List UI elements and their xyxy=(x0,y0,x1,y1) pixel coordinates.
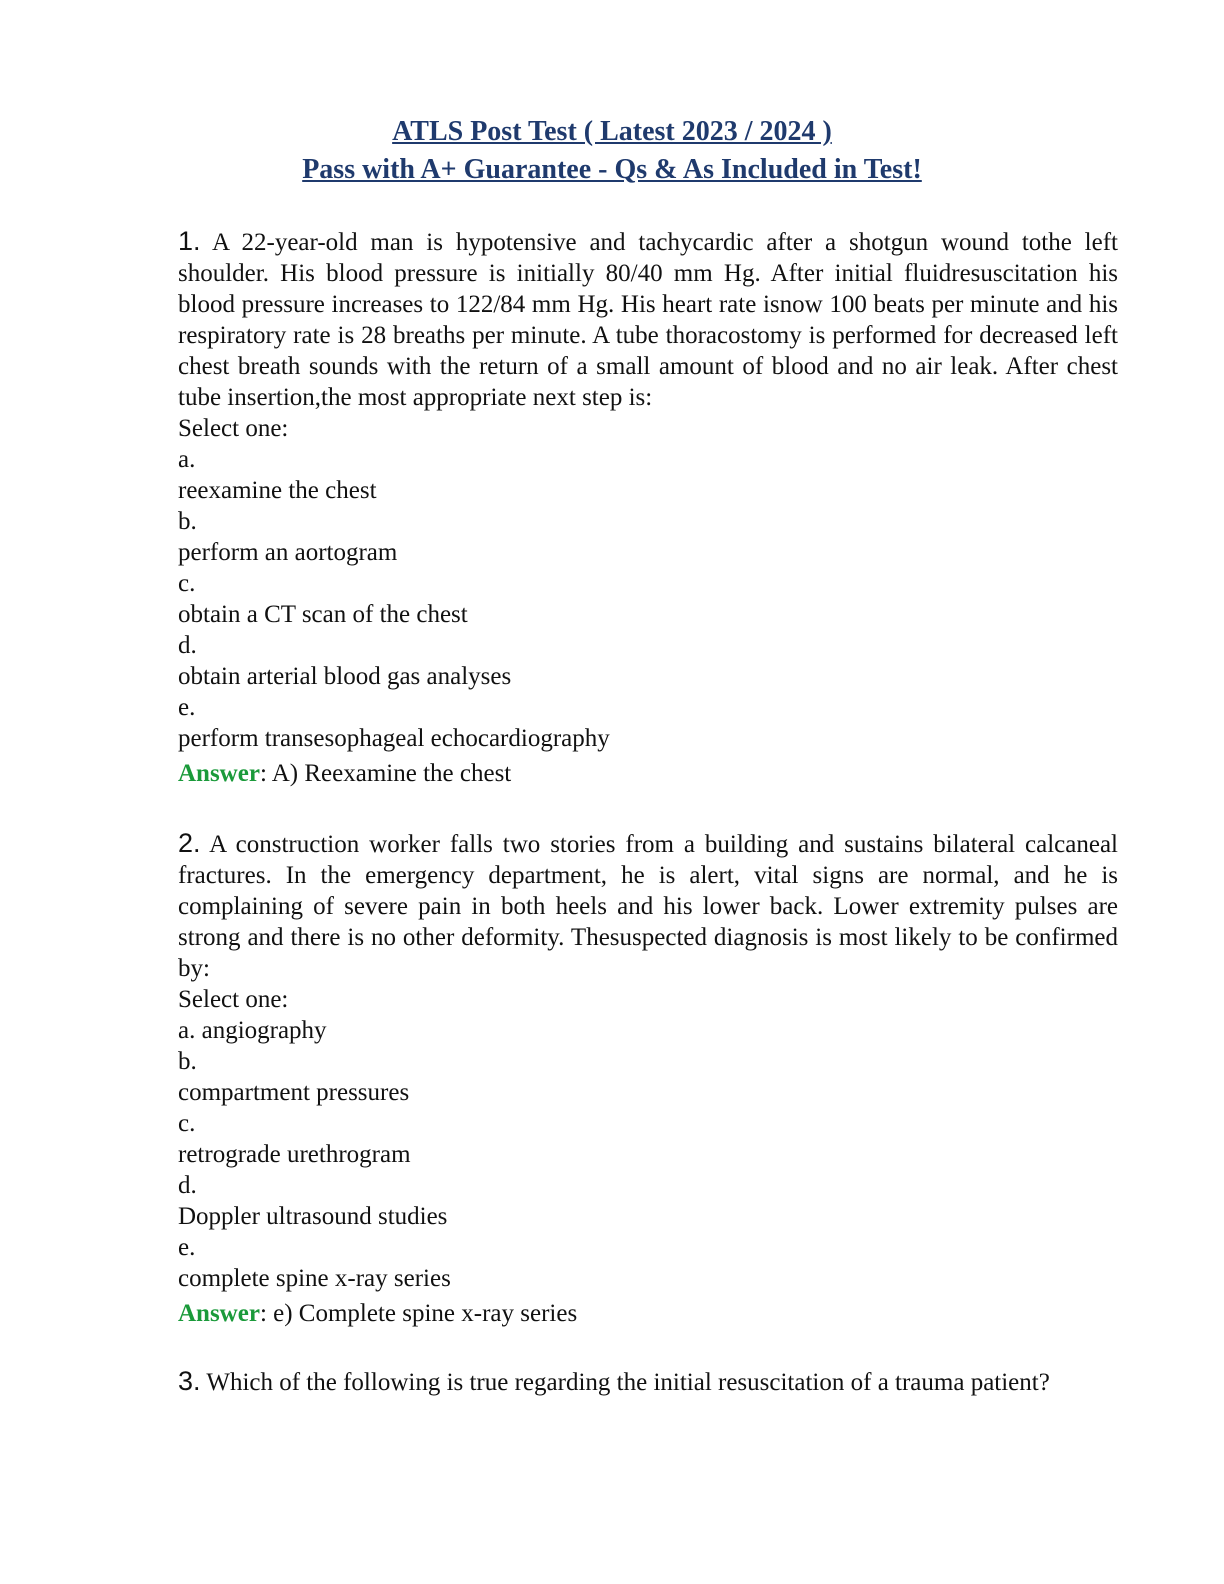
answer xyxy=(178,758,1118,789)
option-text: perform transesophageal echocardiography xyxy=(178,725,610,752)
question-number: 2. xyxy=(178,828,201,858)
option-inline: a. angiography xyxy=(178,1017,327,1044)
option-letter: c. xyxy=(178,1110,196,1137)
answer-text: : e) Complete spine x-ray series xyxy=(259,1300,578,1327)
question-stem xyxy=(178,828,1118,984)
option-letter: d. xyxy=(178,1172,197,1199)
answer xyxy=(178,1298,1118,1329)
option-letter: e. xyxy=(178,694,196,721)
question-2 xyxy=(178,828,1118,1329)
option-text: reexamine the chest xyxy=(178,477,377,504)
option-text: complete spine x-ray series xyxy=(178,1265,451,1292)
select-prompt: Select one: xyxy=(178,986,289,1013)
option-letter: b. xyxy=(178,1048,197,1075)
answer-text: : A) Reexamine the chest xyxy=(259,760,512,787)
question-number: 1. xyxy=(178,226,201,256)
question-text: A 22-year-old man is hypotensive and tachycardic after a shotgun wound tothe left shoulder. His blood pressure is initially 80/40 mm Hg. After initial fluidresuscitation his blood pressure increases to 122/84 mm Hg. His heart rate isnow 100 beats per minute and his respiratory rate is 28 breaths per minute. A tube thoracostomy is performed for decreased left chest breath sounds with the return of a small amount of blood and no air leak. After chest tube insertion,the most appropriate next step is: xyxy=(178,229,1118,411)
option-text: retrograde urethrogram xyxy=(178,1141,411,1168)
question-text: Which of the following is true regarding the initial resuscitation of a trauma patient? xyxy=(206,1369,1050,1396)
option-text: obtain arterial blood gas analyses xyxy=(178,663,512,690)
option-text: obtain a CT scan of the chest xyxy=(178,601,468,628)
document-title: ATLS Post Test ( Latest 2023 / 2024 ) xyxy=(392,116,832,147)
option-letter: e. xyxy=(178,1234,196,1261)
option-letter: c. xyxy=(178,570,196,597)
document-subtitle: Pass with A+ Guarantee - Qs & As Included in Test! xyxy=(302,154,922,185)
option-text: Doppler ultrasound studies xyxy=(178,1203,448,1230)
option-letter: b. xyxy=(178,508,197,535)
question-1 xyxy=(178,226,1118,789)
answer-label: Answer xyxy=(178,1300,260,1327)
question-3 xyxy=(178,1366,1118,1398)
option-letter: a. xyxy=(178,446,196,473)
option-letter: d. xyxy=(178,632,197,659)
question-stem xyxy=(178,1366,1118,1398)
question-number: 3. xyxy=(178,1366,201,1396)
option-text: compartment pressures xyxy=(178,1079,410,1106)
question-text: A construction worker falls two stories from a building and sustains bilateral calcaneal fractures. In the emergency department, he is alert, vital signs are normal, and he is complaining of severe pain in both heels and his lower back. Lower extremity pulses are strong and there is no other deformity. Thesuspected diagnosis is most likely to be confirmed by: xyxy=(178,831,1118,982)
select-prompt: Select one: xyxy=(178,415,289,442)
answer-label: Answer xyxy=(178,760,260,787)
option-text: perform an aortogram xyxy=(178,539,398,566)
question-stem xyxy=(178,226,1118,413)
